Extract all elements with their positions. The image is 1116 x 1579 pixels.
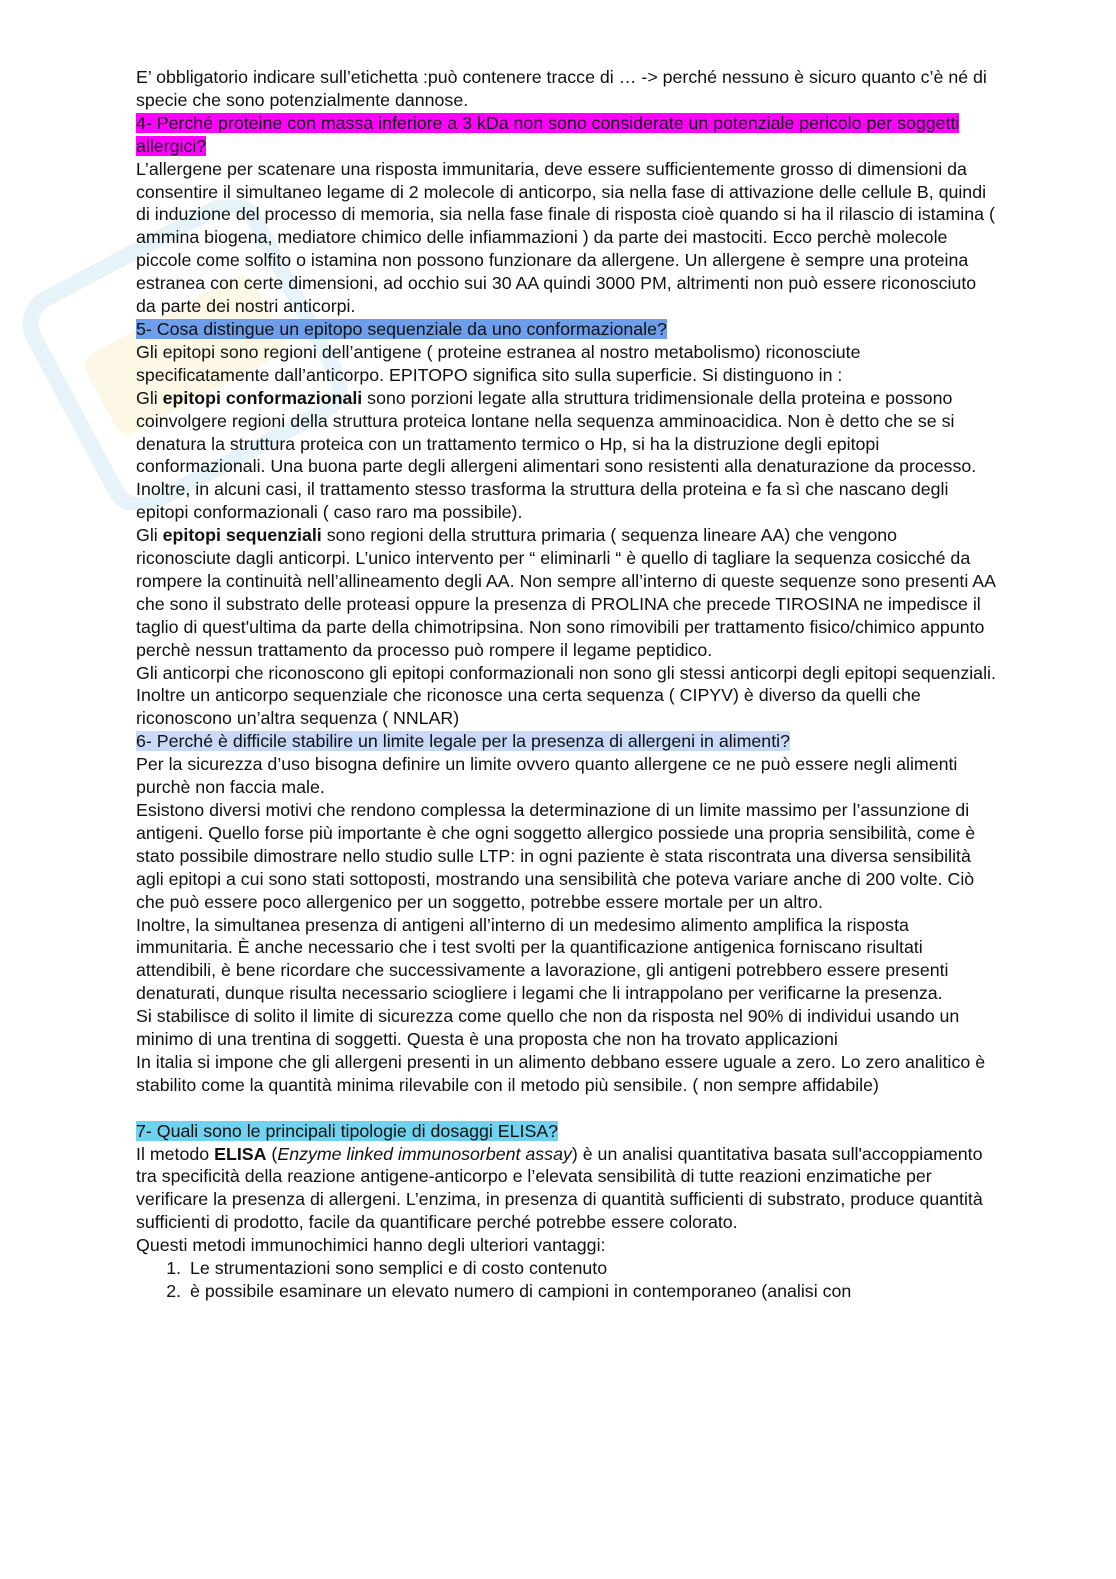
question-5-title	[136, 318, 996, 341]
document-body	[136, 66, 996, 1303]
elisa-expansion: Enzyme linked immunosorbent assay	[277, 1143, 572, 1164]
spacer	[136, 1097, 996, 1120]
list-item: 1. Le strumentazioni sono semplici e di costo contenuto	[186, 1257, 996, 1280]
question-7-paragraph-2: Questi metodi immunochimici hanno degli ulteriori vantaggi:	[136, 1235, 606, 1256]
question-6-paragraph-1: Per la sicurezza d’uso bisogna definire un limite ovvero quanto allergene ce ne può essere negli alimenti purchè non faccia male.	[136, 754, 958, 798]
question-7-paragraph-1	[136, 1143, 996, 1235]
advantages-list	[136, 1257, 996, 1303]
text-span: Gli	[136, 525, 163, 546]
question-5-highlight: 5- Cosa distingue un epitopo sequenziale da uno conformazionale?	[136, 318, 667, 339]
term-conformational: epitopi conformazionali	[162, 387, 363, 408]
list-item: 2. è possibile esaminare un elevato numero di campioni in contemporaneo (analisi con	[186, 1280, 996, 1303]
question-5-paragraph-1: Gli epitopi sono regioni dell’antigene ( proteine estranea al nostro metabolismo) riconosciute specificatamente dall’anticorpo. EPITOPO significa sito sulla superficie. Si distinguono in :	[136, 341, 861, 385]
term-elisa: ELISA	[214, 1143, 267, 1164]
question-7-highlight: 7- Quali sono le principali tipologie di dosaggi ELISA?	[136, 1120, 559, 1141]
question-6-highlight: 6- Perché è difficile stabilire un limite legale per la presenza di allergeni in alimenti?	[136, 731, 790, 752]
text-span: sono regioni della struttura primaria ( sequenza lineare AA) che vengono riconosciute dagli anticorpi. L’unico intervento per “ eliminarli “ è quello di tagliare la sequenza cosicché da rompere la continuità nell’allineamento degli AA. Non sempre all’interno di queste sequenze sono presenti AA che sono il substrato delle proteasi oppure la presenza di PROLINA che precede TIROSINA ne impedisce il taglio di quest'ultima da parte della chimotripsina. Non sono rimovibili per trattamento fisico/chimico appunto perchè nessun trattamento da processo può rompere il legame peptidico.	[136, 525, 995, 660]
text-span: Il metodo	[136, 1143, 215, 1164]
text-span: sono porzioni legate alla struttura tridimensionale della proteina e possono coinvolgere regioni della struttura proteica lontane nella sequenza amminoacidica. Non è detto che se si denatura la struttura proteica con un trattamento termico o Hp, si ha la distruzione degli epitopi conformazionali. Una buona parte degli allergeni alimentari sono resistenti alla denaturazione da processo. Inoltre, in alcuni casi, il trattamento stesso trasforma la struttura della proteina e fa sì che nascano degli epitopi conformazionali ( caso raro ma possibile).	[136, 387, 977, 523]
question-6-paragraph-2: Esistono diversi motivi che rendono complessa la determinazione di un limite massimo per l’assunzione di antigeni. Quello forse più importante è che ogni soggetto allergico possiede una propria sensibilità, come è stato possibile dimostrare nello studio sulle LTP: in ogni paziente è stata riscontrata una diversa sensibilità agli epitopi a cui sono stati sottoposti, mostrando una sensibilità che poteva variare anche di 200 volte. Ciò che può essere poco allergenico per un soggetto, potrebbe essere mortale per un altro.	[136, 800, 976, 912]
question-4-title	[136, 112, 996, 158]
question-7-title	[136, 1120, 996, 1143]
text-span: Gli	[136, 387, 163, 408]
question-6-paragraph-5: In italia si impone che gli allergeni presenti in un alimento debbano essere uguale a zero. Lo zero analitico è stabilito come la quantità minima rilevabile con il metodo più sensibile. ( non sempre affidabile)	[136, 1051, 986, 1095]
term-sequential: epitopi sequenziali	[162, 525, 322, 546]
intro-paragraph: E’ obbligatorio indicare sull’etichetta :può contenere tracce di … -> perché nessuno è sicuro quanto c’è né di specie che sono potenzialmente dannose.	[136, 67, 987, 110]
question-6-title	[136, 730, 996, 753]
text-span: ) è un analisi quantitativa basata sull'accoppiamento tra specificità della reazione antigene-anticorpo e l’elevata sensibilità di tutte reazioni enzimatiche per verificare la presenza di allergeni. L’enzima, in presenza di quantità sufficienti di substrato, produce quantità sufficienti di prodotto, facile da quantificare perché potrebbe essere colorato.	[136, 1143, 983, 1233]
question-5-paragraph-4: Gli anticorpi che riconoscono gli epitopi conformazionali non sono gli stessi anticorpi degli epitopi sequenziali. Inoltre un anticorpo sequenziale che riconosce una certa sequenza ( CIPYV) è diverso da quelli che riconoscono un’altra sequenza ( NNLAR)	[136, 662, 996, 729]
question-5-paragraph-3	[136, 524, 996, 661]
question-4-answer: L’allergene per scatenare una risposta immunitaria, deve essere sufficientemente grosso di dimensioni da consentire il simultaneo legame di 2 molecole di anticorpo, sia nella fase di attivazione delle cellule B, quindi di induzione del processo di memoria, sia nella fase finale di risposta cioè quando si ha il rilascio di istamina ( ammina biogena, mediatore chimico delle infiammazioni ) da parte dei mastociti. Ecco perchè molecole piccole come solfito o istamina non possono funzionare da allergene. Un allergene è sempre una proteina estranea con certe dimensioni, ad occhio sui 30 AA quindi 3000 PM, altrimenti non può essere riconosciuto da parte dei nostri anticorpi.	[136, 158, 995, 317]
question-6-paragraph-4: Si stabilisce di solito il limite di sicurezza come quello che non da risposta nel 90% di individui usando un minimo di una trentina di soggetti. Questa è una proposta che non ha trovato applicazioni	[136, 1006, 960, 1050]
question-4-highlight: 4- Perché proteine con massa inferiore a 3 kDa non sono considerate un potenziale pericolo per soggetti allergici?	[136, 112, 960, 156]
question-6-paragraph-3: Inoltre, la simultanea presenza di antigeni all’interno di un medesimo alimento amplifica la risposta immunitaria. È anche necessario che i test svolti per la quantificazione antigenica forniscano risultati attendibili, è bene ricordare che successivamente a lavorazione, gli antigeni potrebbero essere presenti denaturati, dunque risulta necessario sciogliere i legami che li intrappolano per verificarne la presenza.	[136, 914, 949, 1004]
text-span: (	[266, 1143, 278, 1164]
question-5-paragraph-2	[136, 387, 996, 524]
